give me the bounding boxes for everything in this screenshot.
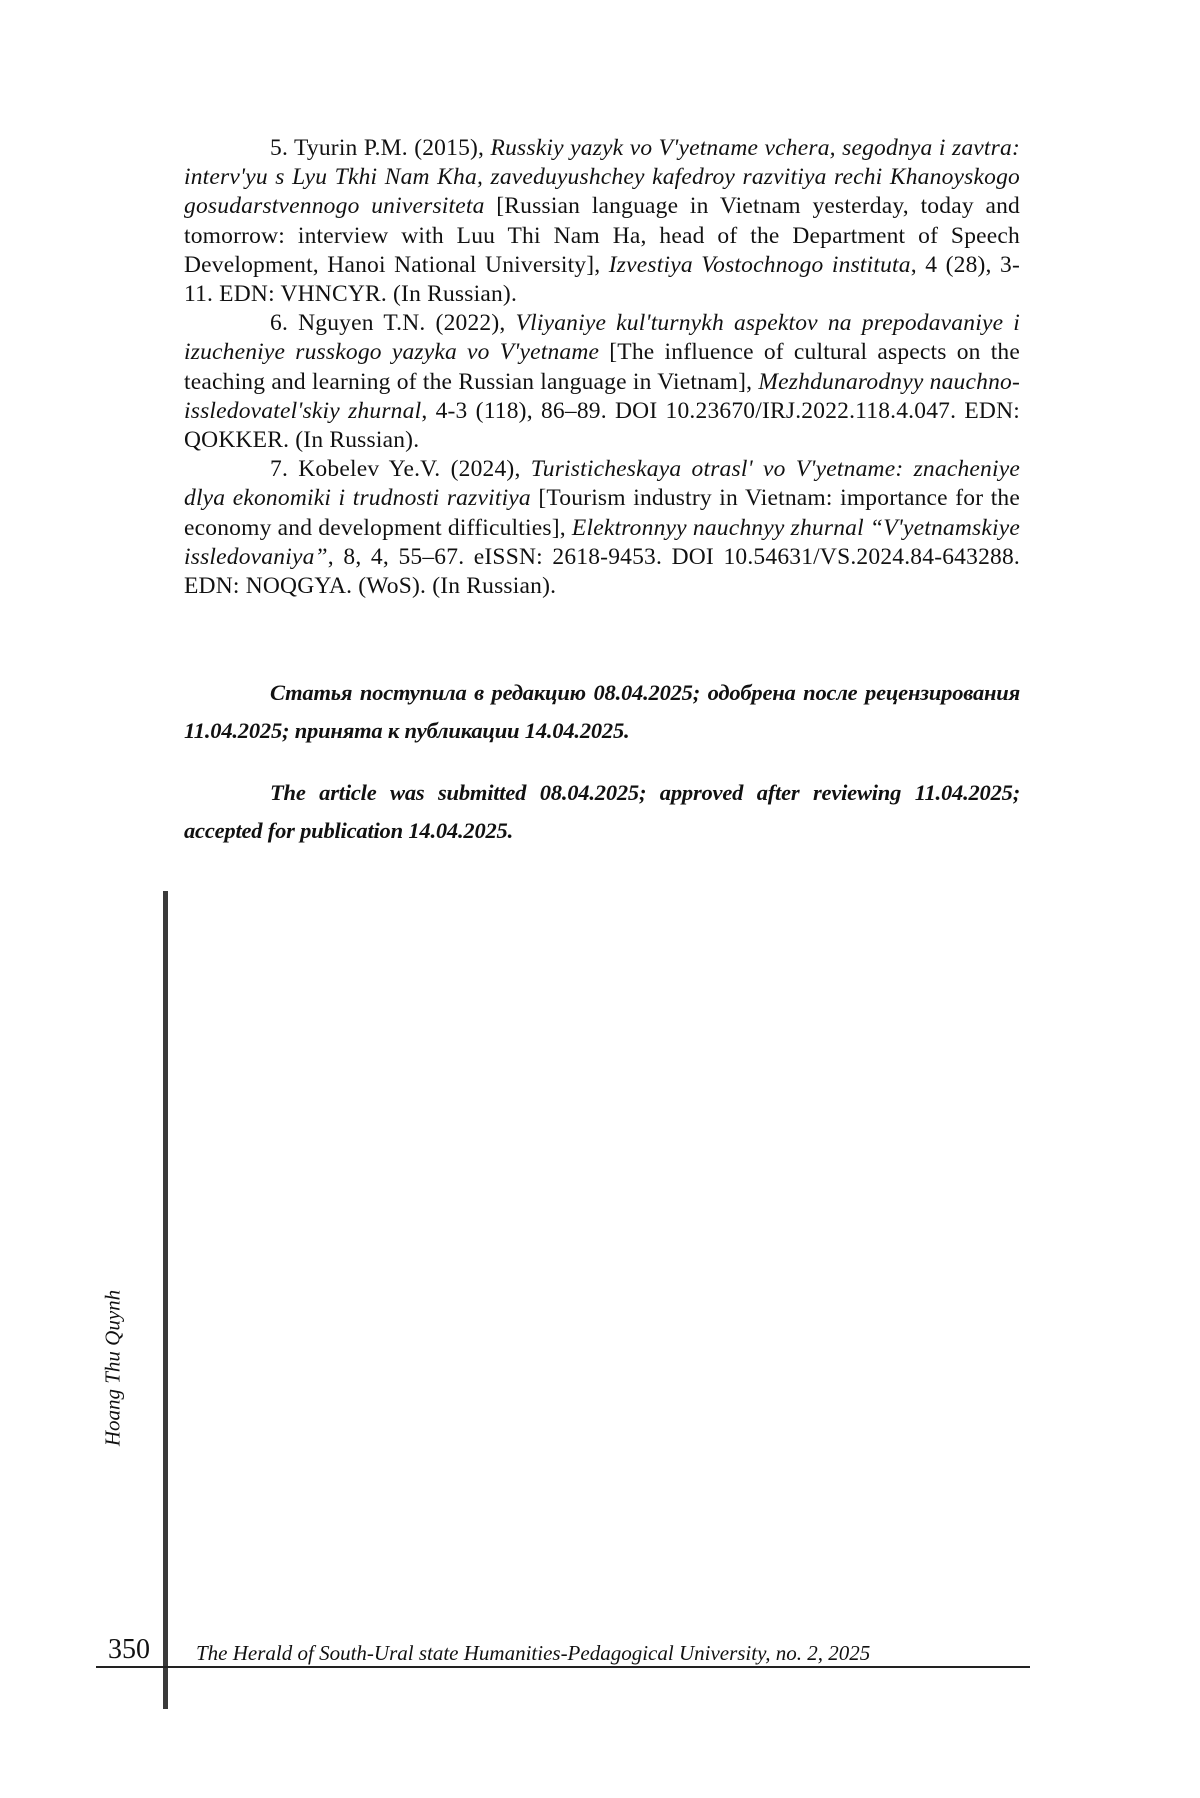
reference-translation: [Russian language in Vietnam yesterday, today and tomorrow: interview with Luu Thi Nam Ha, head of the Department of Speech Development, Hanoi National University], [184,193,1020,277]
reference-details: , 4-3 (118), 86–89. DOI 10.23670/IRJ.2022.118.4.047. EDN: QOKKER. (In Russian). [184,398,1020,453]
reference-item [184,134,1020,309]
footer-rule [96,1666,1030,1668]
page-number: 350 [108,1635,150,1665]
reference-journal: Izvestiya Vostochnogo instituta [609,252,911,278]
reference-journal: Elektronnyy nauchnyy zhurnal “V'yetnamskiye issledovaniya” [184,515,1020,570]
submission-text-en: The article was submitted 08.04.2025; approved after reviewing 11.04.2025; accepted for publication 14.04.2025. [184,774,1020,850]
sidebar-author-name: Hoang Thu Quynh [101,1290,126,1446]
submission-text-ru: Статья поступила в редакцию 08.04.2025; одобрена после рецензирования 11.04.2025; принята к публикации 14.04.2025. [184,674,1020,750]
submission-note-en [184,774,1020,850]
footer-journal-title: The Herald of South-Ural state Humanities-Pedagogical University, no. 2, 2025 [196,1641,870,1665]
reference-list [184,134,1020,601]
reference-details: , 4 (28), 3-11. EDN: VHNCYR. (In Russian). [184,252,1020,307]
reference-title: Turisticheskaya otrasl' vo V'yetname: znacheniye dlya ekonomiki i trudnosti razvitiya [184,456,1020,511]
reference-translation: [Tourism industry in Vietnam: importance for the economy and development difficulties], [184,485,1020,540]
reference-details: , 8, 4, 55–67. eISSN: 2618-9453. DOI 10.54631/VS.2024.84-643288. EDN: NOQGYA. (WoS). (In Russian). [184,544,1020,599]
reference-item [184,309,1020,455]
reference-journal: Mezhdunarodnyy nauchno-issledovatel'skiy zhurnal [184,369,1020,424]
reference-translation: [The influence of cultural aspects on the teaching and learning of the Russian language in Vietnam], [184,339,1020,394]
margin-vertical-rule [163,891,168,1709]
reference-lead: 7. Kobelev Ye.V. (2024), [270,456,531,482]
reference-lead: 5. Tyurin P.M. (2015), [270,135,491,161]
submission-note-ru [184,674,1020,750]
reference-item [184,455,1020,601]
reference-title: Vliyaniye kul'turnykh aspektov na prepodavaniye i izucheniye russkogo yazyka vo V'yetname [184,310,1020,365]
reference-title: Russkiy yazyk vo V'yetname vchera, segodnya i zavtra: interv'yu s Lyu Tkhi Nam Kha, zaveduyushchey kafedroy razvitiya rechi Khanoyskogo gosudarstvennogo universiteta [184,135,1020,219]
reference-lead: 6. Nguyen T.N. (2022), [270,310,516,336]
